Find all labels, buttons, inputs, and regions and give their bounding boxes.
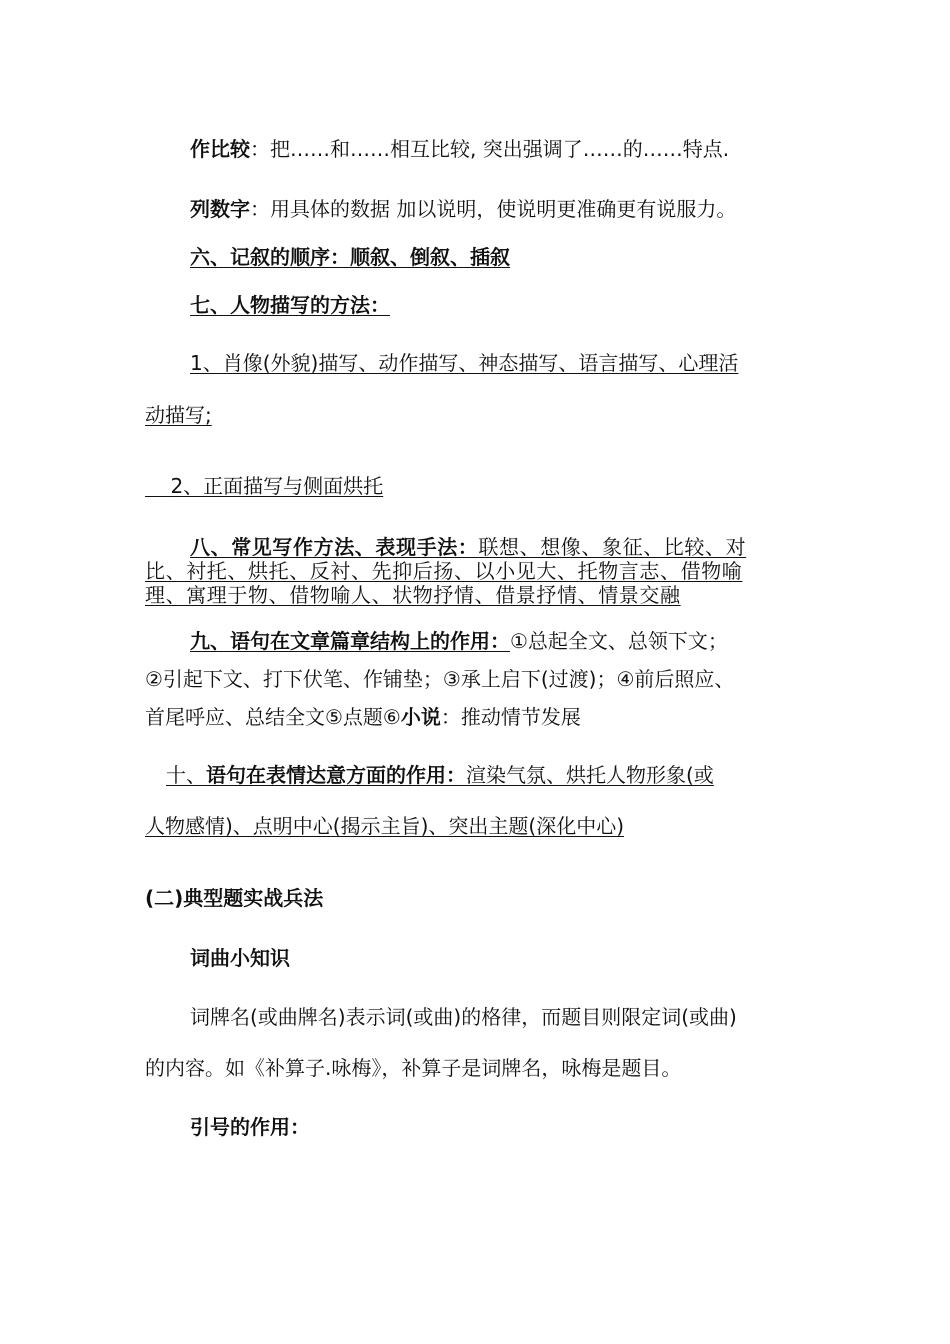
text-structure-role-1: ①总起全文、总领下文； [510, 629, 728, 653]
text-numbers: ：用具体的数据 加以说明，使说明更准确更有说服力。 [250, 197, 737, 221]
heading-quotation-marks: 引号的作用： [190, 1115, 310, 1139]
paragraph-ci-pai-line1: 词牌名(或曲牌名)表示词(或曲)的格律，而题目则限定词(或曲) [190, 1005, 737, 1029]
heading-writing-methods: 八、常见写作方法、表现手法： [190, 535, 479, 559]
paragraph-expression-role-line2: 人物感情)、点明中心(揭示主旨)、突出主题(深化中心) [145, 814, 625, 838]
paragraph-writing-methods-line1 [190, 535, 746, 559]
paragraph-description-types-line1: 1、肖像(外貌)描写、动作描写、神态描写、语言描写、心理活 [190, 351, 739, 375]
paragraph-comparison [190, 137, 729, 161]
indent-spaces [145, 474, 170, 498]
paragraph-structure-role-line2: ②引起下文、打下伏笔、作铺垫；③承上启下(过渡)；④前后照应、 [145, 667, 735, 691]
text-expression-role-1: 渲染气氛、烘托人物形象(或 [466, 763, 714, 787]
heading-expression-role: 语句在表情达意方面的作用： [206, 763, 466, 787]
term-numbers: 列数字 [190, 197, 250, 221]
prefix-ten: 十、 [166, 763, 206, 787]
term-comparison: 作比较 [190, 137, 250, 161]
paragraph-expression-role-line1 [145, 763, 714, 787]
paragraph-writing-methods-line2: 比、衬托、烘托、反衬、先抑后扬、以小见大、托物言志、借物喻 [145, 559, 743, 583]
paragraph-direct-indirect [145, 474, 383, 498]
heading-narrative-order: 六、记叙的顺序：顺叙、倒叙、插叙 [190, 245, 510, 269]
heading-structure-role: 九、语句在文章篇章结构上的作用： [190, 629, 510, 653]
paragraph-structure-role-line1 [190, 629, 728, 653]
text-direct-indirect: 2、正面描写与侧面烘托 [170, 474, 384, 498]
section-title-typical-questions: (二)典型题实战兵法 [145, 886, 324, 910]
heading-character-description: 七、人物描写的方法： [190, 293, 390, 317]
paragraph-structure-role-line3 [145, 705, 581, 729]
text-writing-methods-1: 联想、想像、象征、比较、对 [478, 535, 747, 559]
text-structure-role-3c: ：推动情节发展 [440, 705, 581, 729]
paragraph-description-types-line2: 动描写; [145, 403, 212, 427]
indent-underlined [145, 763, 166, 787]
paragraph-numbers [190, 197, 736, 221]
heading-ci-qu-knowledge: 词曲小知识 [190, 946, 290, 970]
text-comparison: ：把……和……相互比较, 突出强调了……的……特点. [250, 137, 730, 161]
text-structure-role-3a: 首尾呼应、总结全文⑤点题⑥ [145, 705, 401, 729]
paragraph-writing-methods-line3: 理、寓理于物、借物喻人、状物抒情、借景抒情、情景交融 [145, 583, 681, 607]
term-novel: 小说 [400, 705, 441, 729]
paragraph-ci-pai-line2: 的内容。如《补算子.咏梅》，补算子是词牌名，咏梅是题目。 [145, 1056, 682, 1080]
